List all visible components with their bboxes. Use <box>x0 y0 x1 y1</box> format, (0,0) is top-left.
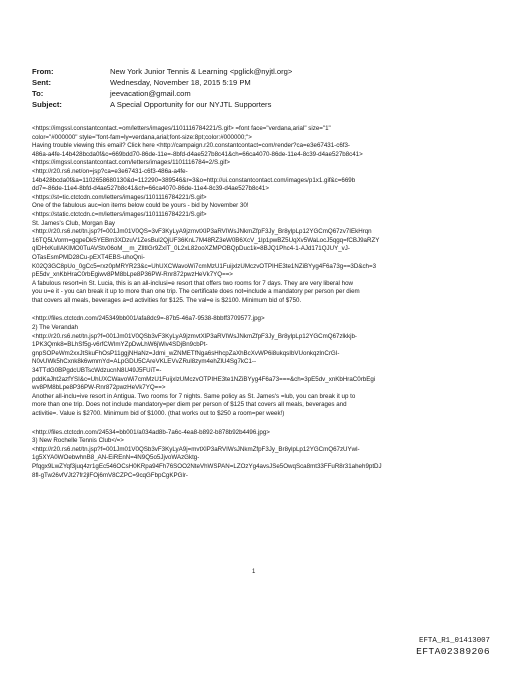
page-number: 1 <box>252 569 256 575</box>
email-header <box>32 66 472 110</box>
body-text-line: Another all-inclu=ive resort in Antigua. Two rooms for 7 nights. Same policy as St. James's =lub, you can break it up to <box>32 392 356 400</box>
body-text-line: 1g5XYA0WOebwhnB8_AN-EiREnN=4N9Q5o5JjvoWAzGktg- <box>32 454 200 462</box>
body-text-line: activitie=. Value is $2700. Minimum bid of $1000. (that works out to $250 a room=per week!) <box>32 410 285 417</box>
header-to-row <box>32 88 472 99</box>
email-body <box>32 125 480 480</box>
header-subject-row <box>32 99 472 110</box>
paragraph-gap <box>32 419 480 429</box>
body-text-line: color="#000000" style="font-fam=ly=verdana,arial;font-size:8pt;color:#000000;"> <box>32 133 252 141</box>
body-text-line: St. James's Club, Morgan Bay <box>32 219 116 227</box>
body-text-line: A fabulous resort=in St. Lucia, this is an all-inclusi=e resort that offers two rooms for 7 days. They are very liberal how <box>32 279 353 287</box>
body-text-line: qIDHxKulIAKIMO0TuAVStv06oM__m_ZlltIGr9ZxIT_0L2xL82ooXZMPOBQpDuc1k=8BJQ1Phc4-1-AJd171QJUY_vJ- <box>32 245 350 253</box>
body-text-line: 34TTdG0BPgdcUBTscWdzucnN8U49J5FUiT=- <box>32 367 162 375</box>
body-text-line: <http://r20.rs6.net/tn.jsp?f=001Jm01V0QSb3vF3KyLyA9jzmvtXlP3aRVIWsJNkmZfpF3Jy_Br8ylpLp12YGCmQ67zlkkjb- <box>32 332 357 340</box>
body-text-line: more than one trip. Does not include mandatory=per diem per person of $125 that covers all meals, beverages and <box>32 401 347 409</box>
to-value: jeevacation@gmail.com <box>110 89 191 98</box>
sent-value: Wednesday, November 18, 2015 5:19 PM <box>110 78 251 87</box>
body-text-line: K02Q3GC8pUo_0gCc5=rxz0pMRYR23&c=UhUXCWavoWi7cmMzU1FuijxlzUMczvOTPIHE3te1NZiBYyg4F6a73g==3D&ch=3 <box>32 262 377 270</box>
body-text-line: N0vUWk5hCxnk8k6wmmYd=ALpGDU5CAreVKLEVvZRul8zym4ehZlU4Sg7kC1-- <box>32 358 257 366</box>
body-text-line: OTasEsmPMD28Cu-pEXT4EBS-uhoQni- <box>32 253 145 261</box>
body-text-line: Having trouble viewing this email? Click here <http://campaign.r20.constantcontact=com/render?ca=e3e67431-c6f3- <box>32 142 350 150</box>
body-text-line: pE5dv_xnKbHraC0rbEgiwv8PM8bLpe8P36PW-Rnr872pwzHeVk7YQ==> <box>32 271 233 279</box>
body-text-line: <https://imgssl.constantcontact.=om/letters/images/1101116784221/S.gif> =font face="verdana,arial" size="1" <box>32 125 331 132</box>
body-text-line: 14b428bcda0f&a=1102658680130&d=112290=389546&r=3&o=http://ui.constantcontact.com/images/p1x1.gif&c=669b <box>32 176 356 184</box>
subject-label: Subject: <box>32 100 62 109</box>
body-text-line: <http://files.ctctcdn.com/245349bb001/afa8dc9=-87b5-46a7-9538-8bbff3709577.jpg> <box>32 315 265 323</box>
header-sent-row <box>32 77 472 88</box>
subject-value: A Special Opportunity for our NYJTL Supporters <box>110 100 272 109</box>
body-paragraph <box>32 125 480 305</box>
footer-reference-1: EFTA_R1_01413007 <box>419 637 490 645</box>
from-value: New York Junior Tennis & Learning <pglick@nyjtl.org> <box>110 67 293 76</box>
body-text-line: that covers all meals, beverages a=d activities for $125. The val=e is $2100. Minimum bid of $750. <box>32 296 302 304</box>
body-text-line: One of the fabulous auc=ion items below could be yours - bid by November 30! <box>32 202 249 210</box>
header-from-row <box>32 66 472 77</box>
body-text-line: <http://r20.rs6.net/tn.jsp?f=001Jm01V0QS=3vF3KyLyA9jzmvtXlP3aRVIWsJNkmZfpF3Jy_Br8ylpLp12YGCmQ67zv7IEkHrqn <box>32 228 372 236</box>
body-text-line: 8fl-gTw26vfVJt27fr2jlFOj6mV8CZPC=9cqGFbpCgKPGlr- <box>32 471 188 479</box>
body-text-line: <https://imgssl.constantcontact.com/letters/images/1101116784=2/S.gif> <box>32 159 230 167</box>
body-text-line: <http://files.ctctcdn.com/24534=bb001/a034ad8b-7a6c-4ea8-b892-b878b92b4496.jpg> <box>32 428 270 436</box>
body-text-line: Pfqgx9LwZYqf3juq4zr1gEc546OCsH0KRpa94Fh76SOO2NteVhWSPAN=LZOzYg4avsJSe5OwqSca8mt33FFuR8r31aheh9ptDJ <box>32 462 382 470</box>
body-paragraph <box>32 315 480 418</box>
to-label: To: <box>32 89 44 98</box>
from-label: From: <box>32 67 54 76</box>
body-text-line: pddKaJht2azfYSI&c=UhUXCWavoWi7cmMzU1FuijxlzUMczvOTPIHE3te1NZiBYyg4F6a73===&ch=3pE5dv_xnKbHraC0rbEgi <box>32 375 376 383</box>
body-text-line: <https://static.ctctcdn.c=m/letters/images/1101116784221/S.gif> <box>32 210 207 218</box>
body-text-line: wv8PM8bLpe8P36PW-Rnr872pwzHeVk7YQ==> <box>32 384 166 392</box>
body-text-line: <https://st=tic.ctctcdn.com/letters/images/1101116784221/S.gif> <box>32 193 207 201</box>
body-text-line: you u=e it - you can break it up to more than one trip. The certificate does not=include a mandatory per person per diem <box>32 288 360 296</box>
body-text-line: <http://r20.rs6.net/on=jsp?ca=e3e67431-c6f3-486a-a4fe- <box>32 167 188 175</box>
body-text-line: 1PK3Qmk8=BLhSf5g-v6rfCWImYZpDwLhW6jWlv4SDjBn9cbPt- <box>32 341 208 349</box>
paragraph-gap <box>32 305 480 315</box>
body-text-line: dd7=-86de-11e4-8bfd-d4ae527b8c41&ch=66ca4070-86de-11e4-8c39-d4ae527b8c41> <box>32 185 269 193</box>
body-text-line: <http://r20.rs6.net/tn.jsp?f=001Jm01V0QSb3vF3KyLyA9j=mvtXlP3aRVIWsJNkmZfpF3Jy_Br8ylpLp12YGCmQ67zUYwl- <box>32 445 360 453</box>
body-text-line: 3) New Rochelle Tennis Club</=> <box>32 437 124 445</box>
footer-reference-2: EFTA02389206 <box>416 646 490 657</box>
body-text-line: gnpSOPeWm2xxJtSkuFhOsP11ggjNHaNz=Jdmi_wZNMETfNga6sHhcpZaXhBcXvWP6i8ukqsIbVUonkqzlnCrGI- <box>32 349 340 357</box>
body-text-line: 16TQ5LVorm=gqpeDk5YEBm3XDzuV1ZesBul2QjUF36KnL7M48RZ3eW0B6XcV_1lp1pwBZ5UqXv5WaLocJ5qgq=fCBJ9aRZY <box>32 236 380 244</box>
body-paragraph <box>32 429 480 481</box>
body-text-line: 486a-a4fe-14b428bcda0f&c=669bdd70-86de-11e=-8bfd-d4ae527b8c41&ch=66ca4070-86de-11e4-8c39-d4ae527b8c41> <box>32 150 363 158</box>
sent-label: Sent: <box>32 78 51 87</box>
document-footer <box>416 636 490 658</box>
body-text-line: 2) The Verandah <box>32 324 78 332</box>
